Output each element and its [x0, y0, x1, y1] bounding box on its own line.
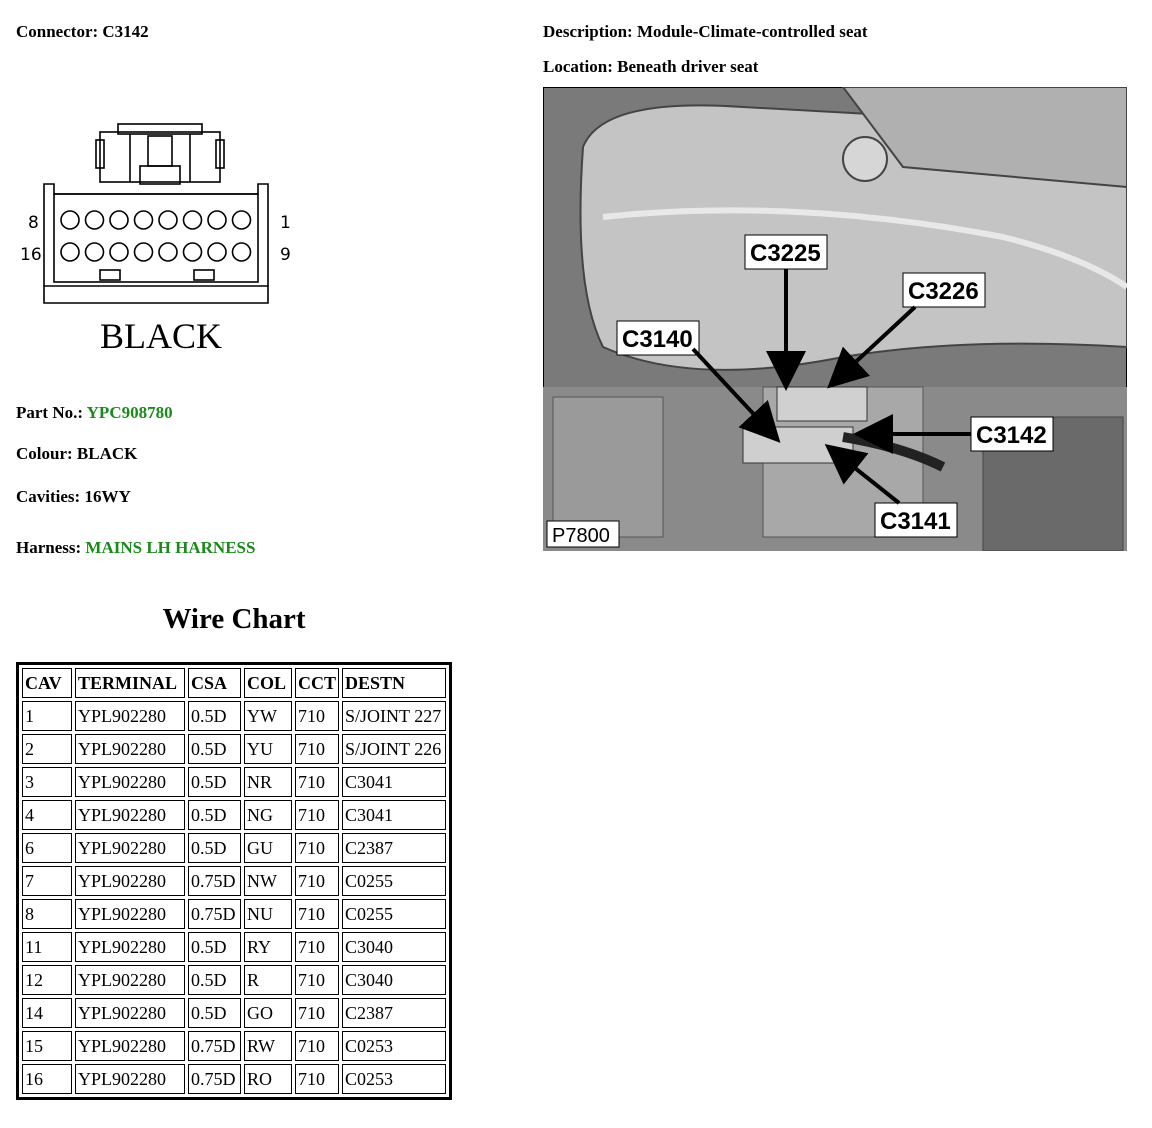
cell-terminal: YPL902280 — [75, 833, 185, 863]
cavities-value: 16WY — [84, 487, 131, 506]
part-number-line — [16, 403, 173, 423]
cell-cct: 710 — [295, 833, 339, 863]
connector-face-diagram — [18, 118, 318, 368]
pin-cavity — [86, 243, 104, 261]
cell-cct: 710 — [295, 767, 339, 797]
table-header-row — [22, 668, 446, 698]
cell-terminal: YPL902280 — [75, 701, 185, 731]
cell-cct: 710 — [295, 899, 339, 929]
part-number-link[interactable]: YPC908780 — [86, 403, 173, 422]
cell-csa: 0.5D — [188, 767, 241, 797]
pin-cavity — [61, 211, 79, 229]
pin-cavity — [135, 243, 153, 261]
part-label: Part No.: — [16, 403, 84, 422]
col-header-destn: DESTN — [342, 668, 446, 698]
pin-cavity — [233, 211, 251, 229]
cell-csa: 0.75D — [188, 899, 241, 929]
cell-cav: 16 — [22, 1064, 72, 1094]
table-row — [22, 965, 446, 995]
table-row — [22, 1064, 446, 1094]
cell-col: YU — [244, 734, 292, 764]
col-header-col: COL — [244, 668, 292, 698]
cell-cct: 710 — [295, 734, 339, 764]
cell-col: NG — [244, 800, 292, 830]
cell-terminal: YPL902280 — [75, 965, 185, 995]
callout-c3226: C3226 — [908, 278, 979, 305]
col-header-csa: CSA — [188, 668, 241, 698]
connector-value: C3142 — [102, 22, 149, 41]
table-row — [22, 899, 446, 929]
photo-reference: P7800 — [552, 525, 610, 547]
col-header-cav: CAV — [22, 668, 72, 698]
harness-label: Harness: — [16, 538, 82, 557]
cell-col: NR — [244, 767, 292, 797]
pin-label-9: 9 — [280, 245, 291, 265]
description-label: Description: — [543, 22, 633, 41]
pin-cavity — [61, 243, 79, 261]
callout-c3225: C3225 — [750, 240, 821, 267]
connector-colour-text: BLACK — [100, 316, 223, 356]
colour-value: BLACK — [76, 444, 138, 463]
cell-col: GO — [244, 998, 292, 1028]
cell-destn: C2387 — [342, 998, 446, 1028]
cell-destn: C3040 — [342, 932, 446, 962]
cell-destn: C2387 — [342, 833, 446, 863]
table-row — [22, 998, 446, 1028]
pin-label-1: 1 — [280, 213, 291, 233]
cell-terminal: YPL902280 — [75, 767, 185, 797]
table-row — [22, 767, 446, 797]
cell-destn: C3041 — [342, 800, 446, 830]
location-label: Location: — [543, 57, 613, 76]
cell-col: RO — [244, 1064, 292, 1094]
cell-cav: 11 — [22, 932, 72, 962]
cell-cct: 710 — [295, 1064, 339, 1094]
colour-label: Colour: — [16, 444, 73, 463]
cell-col: RW — [244, 1031, 292, 1061]
cell-cct: 710 — [295, 866, 339, 896]
cell-csa: 0.5D — [188, 734, 241, 764]
cell-csa: 0.5D — [188, 701, 241, 731]
cell-cct: 710 — [295, 800, 339, 830]
description-value: Module-Climate-controlled seat — [636, 22, 868, 41]
table-row — [22, 800, 446, 830]
connector-heading — [16, 22, 149, 42]
cell-col: GU — [244, 833, 292, 863]
location-heading — [543, 57, 758, 77]
cell-cav: 12 — [22, 965, 72, 995]
pin-cavity — [159, 211, 177, 229]
cell-csa: 0.5D — [188, 998, 241, 1028]
pin-cavity — [110, 243, 128, 261]
cell-terminal: YPL902280 — [75, 866, 185, 896]
cell-cav: 3 — [22, 767, 72, 797]
cell-csa: 0.5D — [188, 932, 241, 962]
table-row — [22, 1031, 446, 1061]
cell-csa: 0.5D — [188, 800, 241, 830]
cell-destn: S/JOINT 227 — [342, 701, 446, 731]
harness-link[interactable]: MAINS LH HARNESS — [85, 538, 256, 557]
cell-cct: 710 — [295, 965, 339, 995]
pin-label-16: 16 — [20, 245, 42, 265]
pin-cavity — [208, 243, 226, 261]
cell-cav: 8 — [22, 899, 72, 929]
pin-cavity — [110, 211, 128, 229]
cell-cav: 6 — [22, 833, 72, 863]
cell-destn: C0253 — [342, 1031, 446, 1061]
cell-cav: 7 — [22, 866, 72, 896]
cell-col: RY — [244, 932, 292, 962]
col-header-terminal: TERMINAL — [75, 668, 185, 698]
callout-c3140: C3140 — [622, 326, 693, 353]
pin-cavity — [208, 211, 226, 229]
cell-cct: 710 — [295, 998, 339, 1028]
wire-chart-title: Wire Chart — [162, 603, 306, 635]
cell-col: NU — [244, 899, 292, 929]
col-header-cct: CCT — [295, 668, 339, 698]
pin-cavity — [233, 243, 251, 261]
cell-terminal: YPL902280 — [75, 800, 185, 830]
pin-cavity — [184, 211, 202, 229]
cell-col: YW — [244, 701, 292, 731]
table-row — [22, 866, 446, 896]
cell-csa: 0.5D — [188, 833, 241, 863]
table-row — [22, 833, 446, 863]
callout-c3141: C3141 — [880, 508, 951, 535]
cavities-line — [16, 487, 131, 507]
cell-destn: C0255 — [342, 866, 446, 896]
harness-line — [16, 538, 255, 558]
cell-cav: 2 — [22, 734, 72, 764]
cell-destn: C0255 — [342, 899, 446, 929]
cell-terminal: YPL902280 — [75, 734, 185, 764]
cell-col: R — [244, 965, 292, 995]
location-photo — [543, 87, 1127, 551]
cell-cct: 710 — [295, 1031, 339, 1061]
cell-csa: 0.75D — [188, 1064, 241, 1094]
cavities-label: Cavities: — [16, 487, 81, 506]
pin-cavity — [135, 211, 153, 229]
cell-cav: 1 — [22, 701, 72, 731]
cell-destn: C3041 — [342, 767, 446, 797]
cell-cav: 15 — [22, 1031, 72, 1061]
pin-cavity — [86, 211, 104, 229]
cell-cct: 710 — [295, 701, 339, 731]
cell-csa: 0.75D — [188, 866, 241, 896]
cell-terminal: YPL902280 — [75, 1064, 185, 1094]
pin-row-top — [61, 211, 251, 229]
cell-csa: 0.75D — [188, 1031, 241, 1061]
description-heading — [543, 22, 868, 42]
table-row — [22, 701, 446, 731]
table-row — [22, 734, 446, 764]
cell-terminal: YPL902280 — [75, 998, 185, 1028]
cell-cct: 710 — [295, 932, 339, 962]
pin-row-bottom — [61, 243, 251, 261]
colour-line — [16, 444, 137, 464]
location-value: Beneath driver seat — [617, 57, 759, 76]
table-row — [22, 932, 446, 962]
cell-terminal: YPL902280 — [75, 899, 185, 929]
cell-destn: S/JOINT 226 — [342, 734, 446, 764]
cell-terminal: YPL902280 — [75, 932, 185, 962]
cell-cav: 4 — [22, 800, 72, 830]
pin-label-8: 8 — [28, 213, 39, 233]
pin-cavity — [159, 243, 177, 261]
callout-c3142: C3142 — [976, 422, 1047, 449]
wire-chart-table — [16, 662, 452, 1100]
pin-cavity — [184, 243, 202, 261]
connector-label: Connector: — [16, 22, 99, 41]
cell-terminal: YPL902280 — [75, 1031, 185, 1061]
cell-destn: C3040 — [342, 965, 446, 995]
cell-col: NW — [244, 866, 292, 896]
cell-csa: 0.5D — [188, 965, 241, 995]
cell-cav: 14 — [22, 998, 72, 1028]
cell-destn: C0253 — [342, 1064, 446, 1094]
